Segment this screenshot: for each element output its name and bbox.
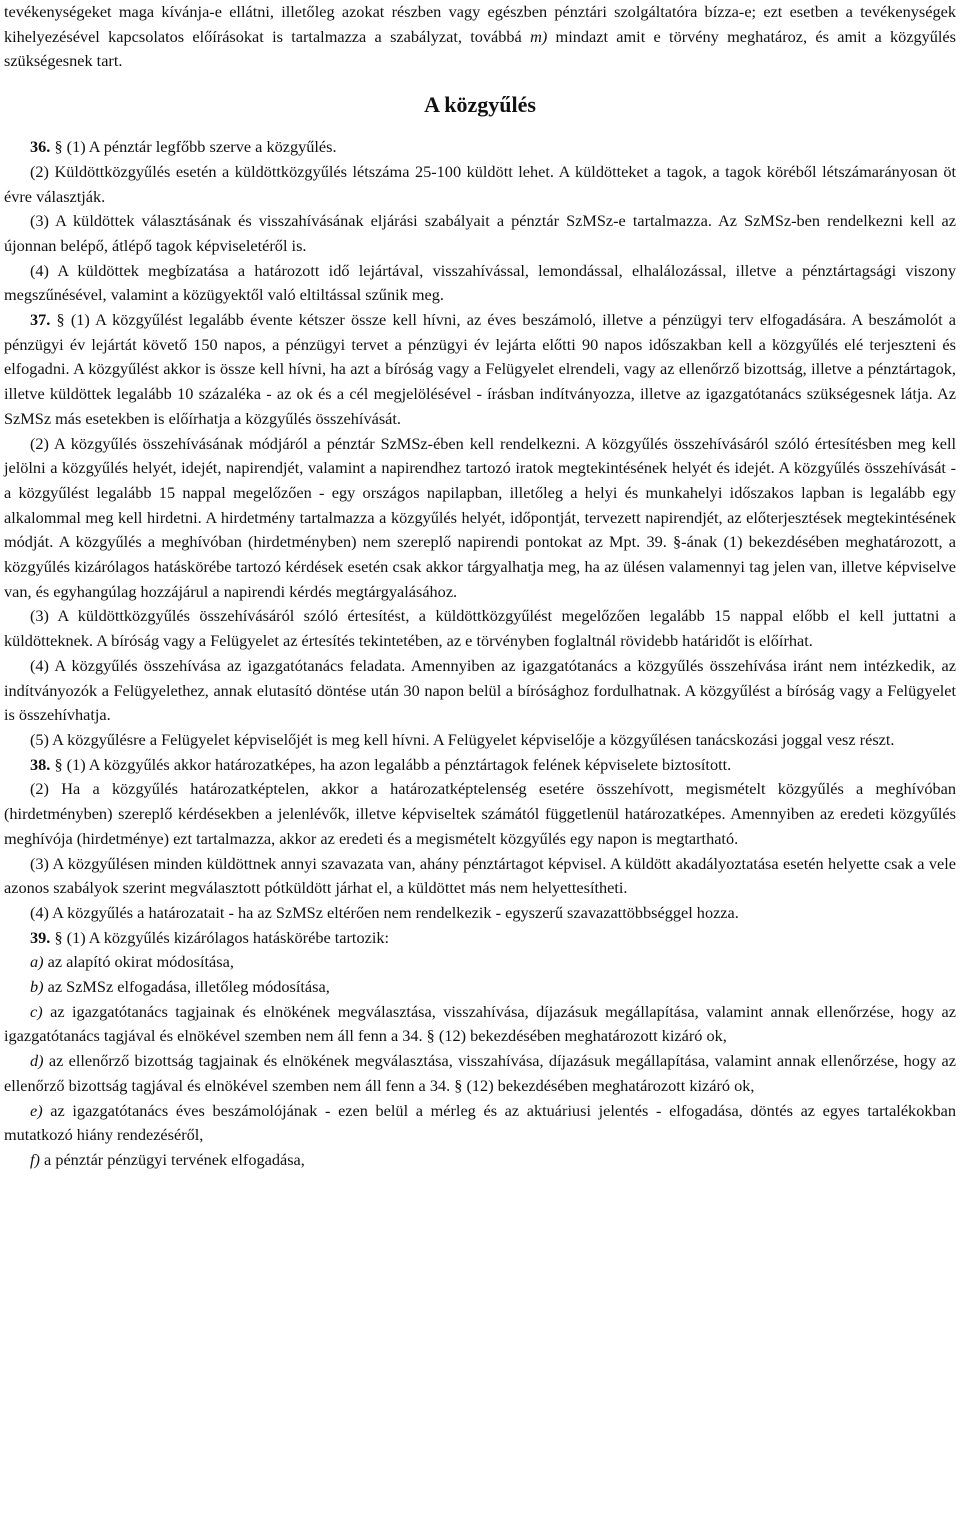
intro-paragraph	[4, 0, 956, 74]
item-text: az igazgatótanács tagjainak és elnökének megválasztása, visszahívása, díjazásuk megállapítása, valamint annak ellenőrzése, hogy az igazgatótanács tagjával és elnökével szemben nem áll fenn a 34. § (12) bekezdésében meghatározott kizáró ok,	[4, 1001, 956, 1046]
paragraph-text: (1) A közgyűlés akkor határozatképes, ha azon legalább a pénztártagok felének képviselete biztosított.	[62, 754, 732, 774]
s36-p3: (3) A küldöttek választásának és visszahívásának eljárási szabályait a pénztár SzMSz-e tartalmazza. Az SzMSz-ben rendelkezni kell az újonnan belépő, átlépő tagok képviseletéről is.	[4, 211, 956, 255]
item-label: e)	[30, 1100, 43, 1120]
list-item	[4, 950, 956, 975]
s37-p2: (2) A közgyűlés összehívásának módjáról a pénztár SzMSz-ében kell rendelkezni. A közgyűlés összehívásáról szóló értesítésben meg kell jelölni a közgyűlés helyét, idejét, napirendjét, valamint a napirendhez tartozó iratok megtekintésének helyét és idejét. A közgyűlés összehívását - a közgyűlést legalább 15 nappal megelőzően - egy országos napilapban, illetőleg a helyi és munkahelyi időszakos lapban is legalább egy alkalommal meg kell hirdetni. A hirdetmény tartalmazza a közgyűlés helyét, időpontját, tervezett napirendjét, az előterjesztések megtekintésének módját. A közgyűlés a meghívóban (hirdetményben) nem szereplő napirendi pontokat az Mpt. 39. §-ának (1) bekezdésében meghatározott, a közgyűlés kizárólagos hatáskörébe tartozó kérdések esetén csak akkor tárgyalhatja meg, ha az ülésen valamennyi tag jelen van, illetve képviselve van, és egyhangúlag hozzájárul a napirendi kérdés megtárgyalásához.	[4, 433, 956, 601]
item-text: az igazgatótanács éves beszámolójának - ezen belül a mérleg és az aktuáriusi jelentés - elfogadása, döntés az egyes tartalékokban mutatkozó hiány rendezéséről,	[4, 1100, 956, 1145]
item-label: f)	[30, 1149, 40, 1169]
item-label: m)	[530, 26, 548, 46]
section-sign: §	[54, 927, 63, 947]
s36-p1	[4, 135, 956, 160]
intro-m-text: mindazt amit e törvény meghatároz, és amit a közgyűlés szükségesnek tart.	[4, 26, 956, 71]
s37-p5: (5) A közgyűlésre a Felügyelet képviselőjét is meg kell hívni. A Felügyelet képviselője a közgyűlésen tanácskozási joggal vesz részt.	[30, 729, 895, 749]
section-sign: §	[54, 754, 63, 774]
intro-text: tevékenységeket maga kívánja-e ellátni, illetőleg azokat részben vagy egészben pénztári szolgáltatóra bízza-e; ezt esetben a tevékenységek kihelyezésével kapcsolatos előírásokat is tartalmazza a szabályzat, továbbá	[4, 2, 956, 46]
item-label: d)	[30, 1051, 44, 1071]
s37-p4: (4) A közgyűlés összehívása az igazgatótanács feladata. Amennyiben az igazgatótanács a közgyűlés összehívása iránt nem intézkedik, az indítványozók a Felügyelethez, annak elutasító döntése után 30 napon belül a bírósághoz fordulhatnak. A közgyűlést a bíróság vagy a Felügyelet is összehívhatja.	[4, 655, 956, 725]
section-number: 36.	[30, 137, 51, 157]
paragraph-text: (1) A közgyűlést legalább évente kétszer össze kell hívni, az éves beszámoló, illetve a pénzügyi terv elfogadására. A beszámolót a pénzügyi év lejártát követő 150 napos, a pénzügyi tervet a pénzügyi év lejárta előtti 90 napos időszakban kell a közgyűlés elé terjeszteni és elfogadni. A közgyűlést akkor is össze kell hívni, ha azt a bíróság vagy a Felügyelet elrendeli, vagy az ellenőrző bizottság, illetve a pénztártagok, illetve küldöttek legalább 10 százaléka - az ok és a cél megjelölésével - írásban indítványozza, illetve az igazgatótanács szükségesnek látja. Az SzMSz más esetekben is előírhatja a közgyűlés összehívását.	[4, 310, 956, 428]
s36-p4: (4) A küldöttek megbízatása a határozott idő lejártával, visszahívással, lemondással, elhalálozással, illetve a pénztártagsági viszony megszűnésével, valamint a közügyektől való eltiltással szűnik meg.	[4, 260, 956, 305]
s38-p3: (3) A közgyűlésen minden küldöttnek annyi szavazata van, ahány pénztártagot képvisel. A küldött akadályoztatása esetén helyette csak a vele azonos szabályok szerint megválasztott pótküldött járhat el, a küldöttet más nem helyettesítheti.	[4, 853, 956, 898]
s38-p1	[4, 753, 956, 778]
s37-p3: (3) A küldöttközgyűlés összehívásáról szóló értesítést, a küldöttközgyűlést megelőzően legalább 15 nappal előbb el kell juttatni a küldötteknek. A bíróság vagy a Felügyelet az értesítés tekintetében, az e törvényben foglaltnál rövidebb határidőt is előírhat.	[4, 606, 956, 651]
list-item	[4, 1148, 956, 1173]
s38-p2: (2) Ha a közgyűlés határozatképtelen, akkor a határozatképtelenség esetére összehívott, megismételt közgyűlés a meghívóban (hirdetményben) szereplő kérdésekben a jelenlévők, illetve képviseltek számától függetlenül határozatképes. Amennyiben az eredeti közgyűlés meghívója (hirdetménye) ezt tartalmazza, akkor az eredeti és a megismételt közgyűlés egy napon is megtartható.	[4, 779, 956, 848]
section-heading: A közgyűlés	[424, 92, 536, 118]
section-sign: §	[56, 310, 65, 330]
list-item	[4, 1099, 956, 1148]
s36-p2: (2) Küldöttközgyűlés esetén a küldöttközgyűlés létszáma 25-100 küldött lehet. A küldötteket a tagok, a tagok köréből létszámarányosan öt évre választják.	[4, 161, 956, 206]
section-sign: §	[54, 137, 63, 157]
paragraph-text: (1) A közgyűlés kizárólagos hatáskörébe tartozik:	[62, 927, 390, 947]
list-item	[4, 1049, 956, 1098]
list-item	[4, 975, 956, 1000]
paragraph-text: (1) A pénztár legfőbb szerve a közgyűlés.	[62, 137, 337, 157]
item-text: az alapító okirat módosítása,	[43, 952, 234, 972]
s38-p4: (4) A közgyűlés a határozatait - ha az SzMSz eltérően nem rendelkezik - egyszerű szavazattöbbséggel hozza.	[30, 902, 739, 922]
s37-p1	[4, 308, 956, 432]
item-label: a)	[30, 952, 44, 972]
item-text: a pénztár pénzügyi tervének elfogadása,	[39, 1149, 305, 1169]
section-number: 39.	[30, 927, 51, 947]
item-label: b)	[30, 977, 44, 997]
s39-p1	[4, 926, 956, 951]
item-label: c)	[30, 1001, 43, 1021]
list-item	[4, 1000, 956, 1049]
section-number: 38.	[30, 754, 51, 774]
item-text: az ellenőrző bizottság tagjainak és elnökének megválasztása, visszahívása, díjazásuk megállapítása, valamint annak ellenőrzése, hogy az ellenőrző bizottság tagjával és elnökével szemben nem áll fenn a 34. § (12) bekezdésében meghatározott kizáró ok,	[4, 1051, 956, 1095]
section-number: 37.	[30, 310, 51, 330]
item-text: az SzMSz elfogadása, illetőleg módosítása,	[43, 977, 330, 997]
